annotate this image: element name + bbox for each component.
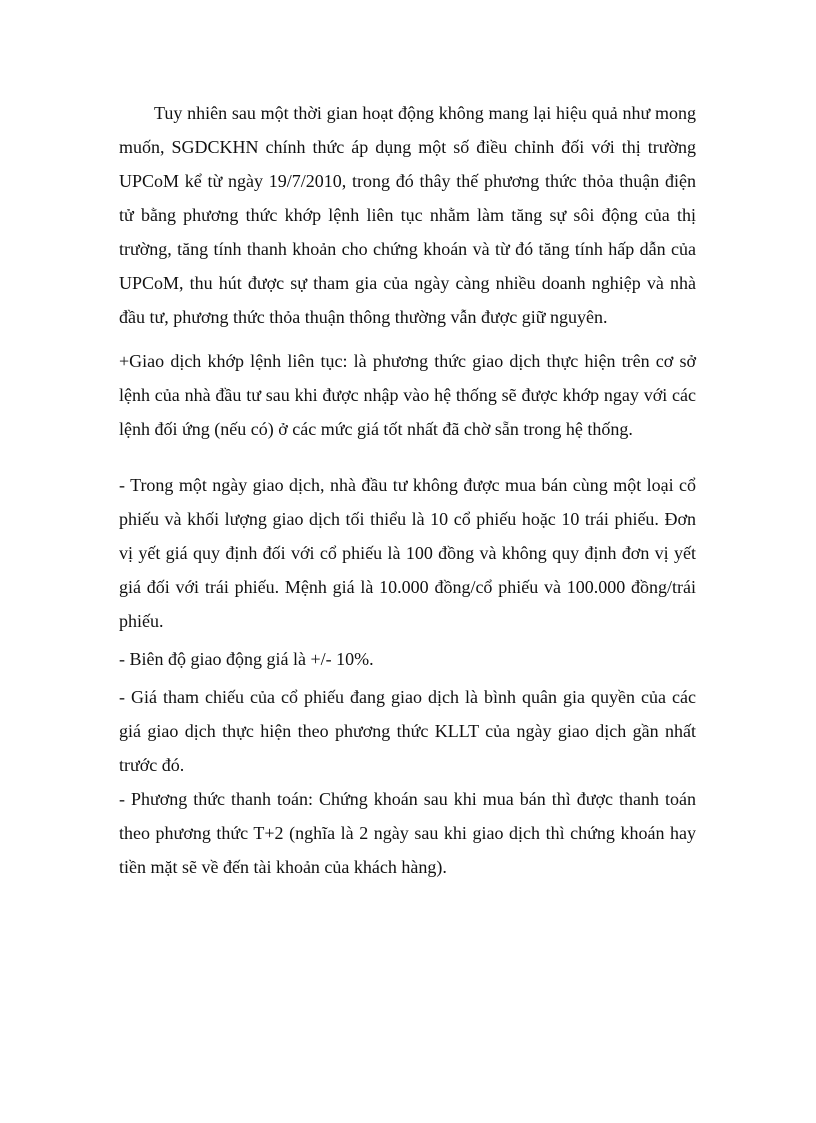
paragraph-settlement: - Phương thức thanh toán: Chứng khoán sau khi mua bán thì được thanh toán theo phương thức T+2 (nghĩa là 2 ngày sau khi giao dịch thì chứng khoán hay tiền mặt sẽ về đến tài khoản của khách hàng). [119, 789, 696, 877]
paragraph-trading-rules: - Trong một ngày giao dịch, nhà đầu tư không được mua bán cùng một loại cổ phiếu và khối lượng giao dịch tối thiểu là 10 cổ phiếu hoặc 10 trái phiếu. Đơn vị yết giá quy định đối với cổ phiếu là 100 đồng và không quy định đơn vị yết giá đối với trái phiếu. Mệnh giá là 10.000 đồng/cổ phiếu và 100.000 đồng/trái phiếu. [119, 475, 696, 631]
document-page [119, 96, 696, 884]
paragraph-continuous-matching: +Giao dịch khớp lệnh liên tục: là phương thức giao dịch thực hiện trên cơ sở lệnh của nhà đầu tư sau khi được nhập vào hệ thống sẽ được khớp ngay với các lệnh đối ứng (nếu có) ở các mức giá tốt nhất đã chờ sẵn trong hệ thống. [119, 351, 696, 439]
paragraph-price-band: - Biên độ giao động giá là +/- 10%. [119, 649, 374, 669]
paragraph-upcom-adjustment: Tuy nhiên sau một thời gian hoạt động không mang lại hiệu quả như mong muốn, SGDCKHN chính thức áp dụng một số điều chỉnh đối với thị trường UPCoM kể từ ngày 19/7/2010, trong đó thây thế phương thức thỏa thuận điện tử bằng phương thức khớp lệnh liên tục nhằm làm tăng sự sôi động của thị trường, tăng tính thanh khoản cho chứng khoán và từ đó tăng tính hấp dẫn của UPCoM, thu hút được sự tham gia của ngày càng nhiều doanh nghiệp và nhà đầu tư, phương thức thỏa thuận thông thường vẫn được giữ nguyên. [119, 103, 696, 327]
paragraph-reference-price: - Giá tham chiếu của cổ phiếu đang giao dịch là bình quân gia quyền của các giá giao dịch thực hiện theo phương thức KLLT của ngày giao dịch gần nhất trước đó. [119, 687, 696, 775]
